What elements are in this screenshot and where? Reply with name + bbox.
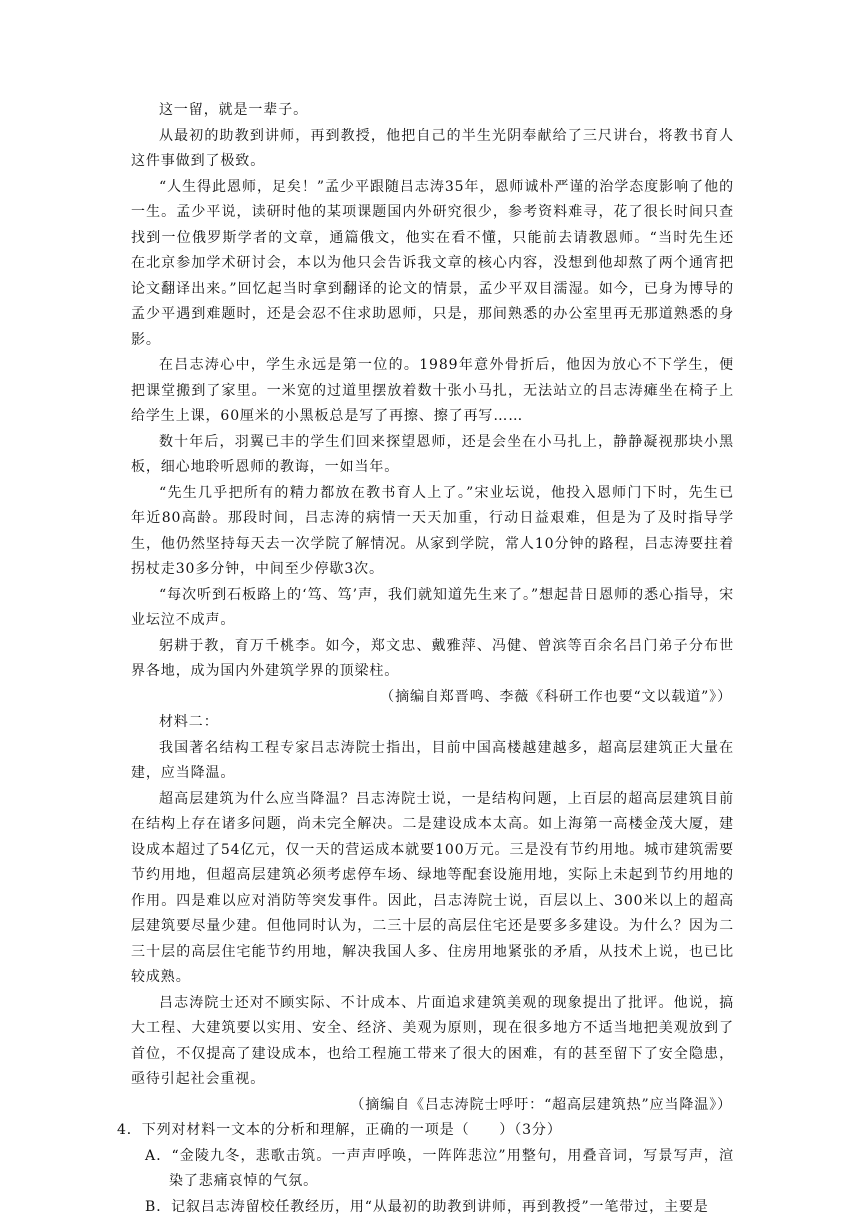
paragraph: 躬耕于教，育万千桃李。如今，郑文忠、戴雅萍、冯健、曾滨等百余名吕门弟子分布世界各地，成为国内外建筑学界的顶梁柱。 [131, 634, 734, 685]
paragraph: “每次听到石板路上的‘笃、笃’声，我们就知道先生来了。”想起昔日恩师的悉心指导，宋业坛泣不成声。 [131, 583, 734, 634]
source-citation: （摘编自《吕志涛院士呼吁：“超高层建筑热”应当降温》） [131, 1093, 734, 1119]
section-heading: 材料二： [131, 710, 734, 736]
material-two [131, 710, 734, 1118]
question-stem: 4．下列对材料一文本的分析和理解，正确的一项是（ ）（3分） [117, 1118, 734, 1144]
option-a: A．“金陵九冬，悲歌击筑。一声声呼唤，一阵阵悲泣”用整句，用叠音词，写景写声，渲染了悲痛哀悼的气氛。 [145, 1144, 734, 1195]
option-b: B．记叙吕志涛留校任教经历，用“从最初的助教到讲师，再到教授”一笔带过，主要是 [145, 1195, 734, 1220]
paragraph: 我国著名结构工程专家吕志涛院士指出，目前中国高楼越建越多，超高层建筑正大量在建，应当降温。 [131, 736, 734, 787]
paragraph: 吕志涛院士还对不顾实际、不计成本、片面追求建筑美观的现象提出了批评。他说，搞大工程、大建筑要以实用、安全、经济、美观为原则，现在很多地方不适当地把美观放到了首位，不仅提高了建设成本，也给工程施工带来了很大的困难，有的甚至留下了安全隐患，亟待引起社会重视。 [131, 991, 734, 1093]
paragraph: 从最初的助教到讲师，再到教授，他把自己的半生光阴奉献给了三尺讲台，将教书育人这件事做到了极致。 [131, 124, 734, 175]
material-one [131, 98, 734, 710]
paragraph: 数十年后，羽翼已丰的学生们回来探望恩师，还是会坐在小马扎上，静静凝视那块小黑板，细心地聆听恩师的教诲，一如当年。 [131, 430, 734, 481]
paragraph: 这一留，就是一辈子。 [131, 98, 734, 124]
paragraph: “先生几乎把所有的精力都放在教书育人上了。”宋业坛说，他投入恩师门下时，先生已年近80高龄。那段时间，吕志涛的病情一天天加重，行动日益艰难，但是为了及时指导学生，他仍然坚持每天去一次学院了解情况。从家到学院，常人10分钟的路程，吕志涛要拄着拐杖走30多分钟，中间至少停歇3次。 [131, 481, 734, 583]
source-citation: （摘编自郑晋鸣、李薇《科研工作也要“文以载道”》） [131, 685, 734, 711]
question-4 [131, 1118, 734, 1220]
paragraph: 在吕志涛心中，学生永远是第一位的。1989年意外骨折后，他因为放心不下学生，便把课堂搬到了家里。一米宽的过道里摆放着数十张小马扎，无法站立的吕志涛瘫坐在椅子上给学生上课，60厘米的小黑板总是写了再擦、擦了再写…… [131, 353, 734, 430]
paragraph: “人生得此恩师，足矣！”孟少平跟随吕志涛35年，恩师诚朴严谨的治学态度影响了他的一生。孟少平说，读研时他的某项课题国内外研究很少，参考资料难寻，花了很长时间只查找到一位俄罗斯学者的文章，通篇俄文，他实在看不懂，只能前去请教恩师。“当时先生还在北京参加学术研讨会，本以为他只会告诉我文章的核心内容，没想到他却熬了两个通宵把论文翻译出来。”回忆起当时拿到翻译的论文的情景，孟少平双目濡湿。如今，已身为博导的孟少平遇到难题时，还是会忍不住求助恩师，只是，那间熟悉的办公室里再无那道熟悉的身影。 [131, 175, 734, 354]
paragraph: 超高层建筑为什么应当降温？吕志涛院士说，一是结构问题，上百层的超高层建筑目前在结构上存在诸多问题，尚未完全解决。二是建设成本太高。如上海第一高楼金茂大厦，建设成本超过了54亿元，仅一天的营运成本就要100万元。三是没有节约用地。城市建筑需要节约用地，但超高层建筑必须考虑停车场、绿地等配套设施用地，实际上未起到节约用地的作用。四是难以应对消防等突发事件。因此，吕志涛院士说，百层以上、300米以上的超高层建筑要尽量少建。但他同时认为，二三十层的高层住宅还是要多多建设。为什么？因为二三十层的高层住宅能节约用地，解决我国人多、住房用地紧张的矛盾，从技术上说，也已比较成熟。 [131, 787, 734, 991]
